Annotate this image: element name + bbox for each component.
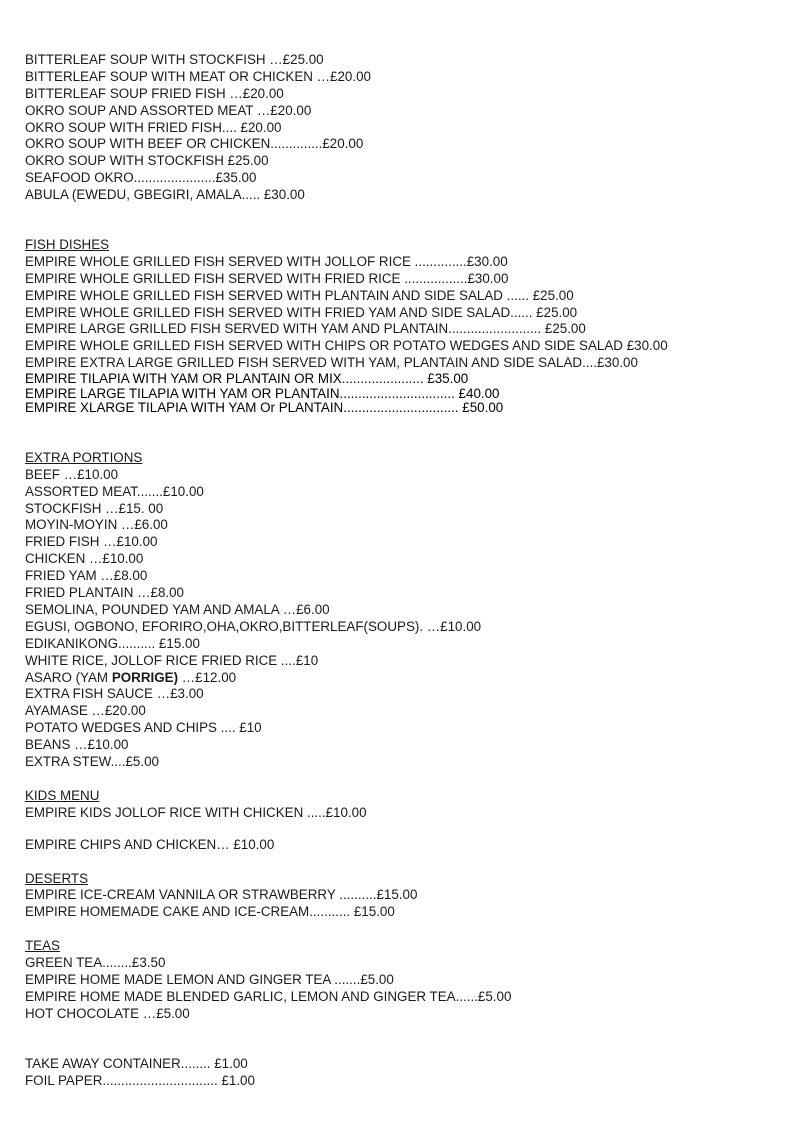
menu-item: EMPIRE WHOLE GRILLED FISH SERVED WITH JOLLOF RICE ..............£30.00: [25, 253, 508, 269]
menu-item: FRIED FISH …£10.00: [25, 534, 158, 550]
menu-item: EXTRA FISH SAUCE …£3.00: [25, 686, 204, 702]
menu-item: BEANS …£10.00: [25, 737, 129, 753]
menu-item: ABULA (EWEDU, GBEGIRI, AMALA..... £30.00: [25, 187, 305, 203]
menu-item: FRIED PLANTAIN …£8.00: [25, 585, 185, 601]
spacer: [25, 204, 785, 237]
menu-item: EMPIRE LARGE GRILLED FISH SERVED WITH YAM AND PLANTAIN......................... £25.00: [25, 321, 586, 337]
spacer: [25, 822, 785, 837]
menu-item: SEMOLINA, POUNDED YAM AND AMALA …£6.00: [25, 601, 330, 617]
menu-item: EDIKANIKONG.......... £15.00: [25, 635, 200, 651]
spacer: [25, 1023, 785, 1056]
menu-item: EMPIRE ICE-CREAM VANNILA OR STRAWBERRY ..........£15.00: [25, 887, 418, 903]
menu-item: OKRO SOUP AND ASSORTED MEAT …£20.00: [25, 102, 312, 118]
menu-item: OKRO SOUP WITH STOCKFISH £25.00: [25, 153, 269, 169]
kids-section: [25, 788, 785, 854]
fish-section: [25, 237, 785, 416]
menu-item-asaro: [25, 670, 785, 687]
menu-item: EGUSI, OGBONO, EFORIRO,OHA,OKRO,BITTERLEAF(SOUPS). …£10.00: [25, 618, 482, 634]
teas-section: [25, 938, 785, 1022]
menu-item: OKRO SOUP WITH FRIED FISH.... £20.00: [25, 119, 282, 135]
section-heading-kids: KIDS MENU: [25, 787, 100, 803]
deserts-section: [25, 871, 785, 922]
menu-item: BITTERLEAF SOUP FRIED FISH …£20.00: [25, 85, 284, 101]
menu-item: STOCKFISH …£15. 00: [25, 500, 164, 516]
spacer: [25, 921, 785, 938]
menu-item: WHITE RICE, JOLLOF RICE FRIED RICE ....£10: [25, 652, 319, 668]
menu-page: [25, 52, 785, 1089]
menu-item: EMPIRE EXTRA LARGE GRILLED FISH SERVED WITH YAM, PLANTAIN AND SIDE SALAD....£30.00: [25, 355, 638, 371]
menu-item: SEAFOOD OKRO......................£35.00: [25, 170, 257, 186]
menu-item: GREEN TEA........£3.50: [25, 955, 166, 971]
menu-item: EMPIRE CHIPS AND CHICKEN… £10.00: [25, 836, 275, 852]
menu-item: FRIED YAM …£8.00: [25, 568, 148, 584]
asaro-prefix: ASARO (YAM: [25, 669, 112, 685]
menu-item: EMPIRE KIDS JOLLOF RICE WITH CHICKEN .....£10.00: [25, 804, 367, 820]
menu-item: TAKE AWAY CONTAINER........ £1.00: [25, 1055, 248, 1071]
menu-item: BITTERLEAF SOUP WITH MEAT OR CHICKEN …£20.00: [25, 68, 371, 84]
menu-item: EMPIRE WHOLE GRILLED FISH SERVED WITH PLANTAIN AND SIDE SALAD ...... £25.00: [25, 287, 574, 303]
menu-item: HOT CHOCOLATE …£5.00: [25, 1005, 190, 1021]
spacer: [25, 771, 785, 788]
menu-item: CHICKEN …£10.00: [25, 551, 144, 567]
menu-item: FOIL PAPER............................... £1.00: [25, 1072, 255, 1088]
section-heading-deserts: DESERTS: [25, 870, 89, 886]
menu-item: EMPIRE WHOLE GRILLED FISH SERVED WITH FRIED RICE .................£30.00: [25, 270, 509, 286]
menu-item: POTATO WEDGES AND CHIPS .... £10: [25, 720, 262, 736]
menu-item: EMPIRE WHOLE GRILLED FISH SERVED WITH FRIED YAM AND SIDE SALAD...... £25.00: [25, 304, 578, 320]
menu-item: EMPIRE HOMEMADE CAKE AND ICE-CREAM........... £15.00: [25, 904, 395, 920]
menu-item: EMPIRE HOME MADE LEMON AND GINGER TEA .......£5.00: [25, 971, 394, 987]
menu-item: EXTRA STEW....£5.00: [25, 753, 159, 769]
menu-item: EMPIRE XLARGE TILAPIA WITH YAM Or PLANTAIN............................... £50.00: [25, 400, 504, 416]
menu-item: MOYIN-MOYIN …£6.00: [25, 517, 168, 533]
section-heading-teas: TEAS: [25, 938, 60, 954]
menu-item: ASSORTED MEAT.......£10.00: [25, 483, 204, 499]
asaro-price: …£12.00: [178, 669, 237, 685]
menu-item: BEEF …£10.00: [25, 466, 119, 482]
section-heading-extras: EXTRA PORTIONS: [25, 449, 143, 465]
spacer: [25, 854, 785, 871]
menu-item: EMPIRE HOME MADE BLENDED GARLIC, LEMON AND GINGER TEA......£5.00: [25, 988, 512, 1004]
menu-item: BITTERLEAF SOUP WITH STOCKFISH …£25.00: [25, 52, 324, 67]
spacer: [25, 416, 785, 450]
soups-section: [25, 52, 785, 204]
menu-item: EMPIRE WHOLE GRILLED FISH SERVED WITH CHIPS OR POTATO WEDGES AND SIDE SALAD £30.00: [25, 338, 668, 354]
extras-section: [25, 450, 785, 771]
menu-item: OKRO SOUP WITH BEEF OR CHICKEN..............£20.00: [25, 136, 364, 152]
takeaway-section: [25, 1056, 785, 1090]
menu-item: EMPIRE TILAPIA WITH YAM OR PLANTAIN OR MIX...................... £35.00: [25, 371, 469, 387]
menu-item: EMPIRE LARGE TILAPIA WITH YAM OR PLANTAIN............................... £40.00: [25, 385, 500, 401]
section-heading-fish: FISH DISHES: [25, 237, 110, 253]
menu-item: AYAMASE …£20.00: [25, 703, 146, 719]
asaro-bold: PORRIGE): [111, 669, 179, 685]
